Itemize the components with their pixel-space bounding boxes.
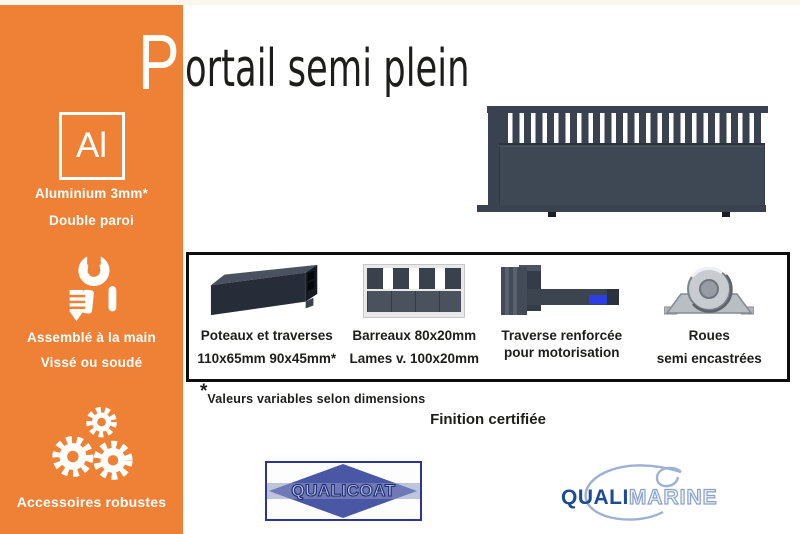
feature-barreaux	[341, 261, 489, 375]
sidebar-text-double-paroi: Double paroi	[49, 213, 134, 228]
page-title: ortail semi plein	[185, 39, 470, 99]
gate-bars-row	[501, 113, 764, 143]
sidebar-text-accessoires: Accessoires robustes	[16, 494, 167, 510]
sidebar-text-assemble: Assemblé à la main	[27, 330, 156, 345]
feature-caption: Roues	[688, 328, 730, 343]
feature-roues	[636, 261, 784, 375]
qualimarine-logo	[553, 462, 717, 524]
aluminium-profile-icon	[209, 261, 325, 321]
certified-finish-label: Finition certifiée	[430, 411, 546, 428]
qualimarine-label-solid: QUALI	[561, 486, 629, 509]
qualicoat-logo	[265, 461, 422, 521]
bars-panel-icon	[363, 261, 465, 321]
footnote-text: Valeurs variables selon dimensions	[207, 392, 426, 406]
sidebar-text-visse: Vissé ou soudé	[40, 355, 143, 370]
features-box	[186, 252, 790, 382]
gate-bottom-rail	[477, 205, 766, 212]
qualimarine-label	[561, 486, 718, 510]
feature-caption: 110x65mm 90x45mm*	[197, 351, 337, 366]
gate-top-rail	[487, 106, 768, 113]
feature-caption: semi encastrées	[656, 351, 762, 366]
feature-traverse	[488, 261, 636, 375]
gears-icon	[44, 403, 140, 494]
gate-illustration	[477, 106, 769, 218]
feature-poteaux	[193, 261, 341, 375]
aluminium-al-icon	[59, 112, 125, 180]
hand-assembly-wrench-icon	[53, 253, 131, 330]
gate-roller-foot	[722, 212, 730, 217]
feature-caption: Lames v. 100x20mm	[349, 351, 480, 366]
gate-solid-panel	[499, 143, 765, 207]
feature-caption: Barreaux 80x20mm	[352, 328, 477, 343]
feature-caption: Traverse renforcée	[501, 328, 623, 343]
al-badge-label: Al	[75, 126, 108, 165]
page-title-initial: P	[138, 18, 180, 106]
footnote	[200, 381, 425, 408]
footnote-asterisk: *	[200, 381, 208, 402]
wheel-icon	[664, 261, 754, 321]
feature-caption: Poteaux et traverses	[200, 328, 333, 343]
reinforced-beam-icon	[497, 261, 627, 321]
gate-roller-foot	[548, 212, 556, 217]
qualimarine-label-outline: MARINE	[628, 486, 718, 509]
sidebar-text-aluminium: Aluminium 3mm*	[34, 186, 149, 201]
qualicoat-label: QUALICOAT	[291, 481, 396, 500]
feature-caption: pour motorisation	[504, 345, 620, 360]
